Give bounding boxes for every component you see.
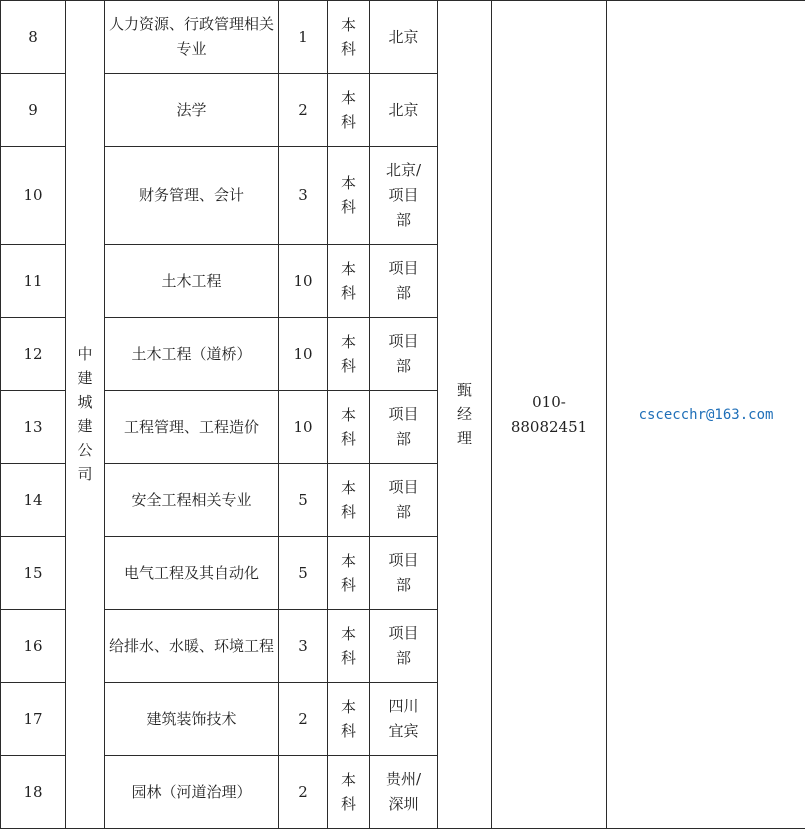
count-cell: 2 <box>279 683 328 756</box>
table-row <box>1 1 805 74</box>
row-number: 10 <box>1 147 66 245</box>
major-cell: 建筑装饰技术 <box>105 683 279 756</box>
contact-cell <box>438 1 492 829</box>
major-cell: 土木工程（道桥） <box>105 318 279 391</box>
location-text: 北京/项目部 <box>386 158 422 233</box>
degree-text: 本科 <box>340 622 358 670</box>
location-cell <box>370 756 438 829</box>
row-number: 11 <box>1 245 66 318</box>
row-number: 18 <box>1 756 66 829</box>
location-text: 项目部 <box>386 621 422 671</box>
degree-text: 本科 <box>340 86 358 134</box>
location-text: 四川宜宾 <box>386 694 422 744</box>
count-cell: 10 <box>279 391 328 464</box>
row-number: 8 <box>1 1 66 74</box>
count-cell: 5 <box>279 464 328 537</box>
row-number: 17 <box>1 683 66 756</box>
count-cell: 2 <box>279 756 328 829</box>
degree-cell <box>328 756 370 829</box>
degree-cell <box>328 610 370 683</box>
location-cell <box>370 537 438 610</box>
degree-cell <box>328 245 370 318</box>
degree-cell <box>328 683 370 756</box>
count-cell: 10 <box>279 245 328 318</box>
table-body <box>1 1 805 829</box>
location-cell <box>370 464 438 537</box>
location-text: 项目部 <box>386 548 422 598</box>
location-text: 项目部 <box>386 402 422 452</box>
phone-cell <box>492 1 607 829</box>
row-number: 13 <box>1 391 66 464</box>
location-cell <box>370 391 438 464</box>
phone-line-2: 88082451 <box>496 415 602 440</box>
location-cell <box>370 318 438 391</box>
degree-cell <box>328 74 370 147</box>
row-number: 16 <box>1 610 66 683</box>
major-cell: 安全工程相关专业 <box>105 464 279 537</box>
major-cell: 给排水、水暖、环境工程 <box>105 610 279 683</box>
degree-text: 本科 <box>340 403 358 451</box>
major-cell: 工程管理、工程造价 <box>105 391 279 464</box>
company-cell <box>66 1 105 829</box>
degree-text: 本科 <box>340 171 358 219</box>
degree-text: 本科 <box>340 695 358 743</box>
degree-text: 本科 <box>340 13 358 61</box>
major-cell: 土木工程 <box>105 245 279 318</box>
location-text: 北京 <box>386 25 422 50</box>
count-cell: 2 <box>279 74 328 147</box>
degree-text: 本科 <box>340 768 358 816</box>
degree-cell <box>328 318 370 391</box>
row-number: 15 <box>1 537 66 610</box>
location-text: 贵州/深圳 <box>386 767 422 817</box>
count-cell: 3 <box>279 610 328 683</box>
major-cell: 园林（河道治理） <box>105 756 279 829</box>
contact-person: 甄经理 <box>456 378 474 450</box>
location-text: 项目部 <box>386 329 422 379</box>
location-text: 项目部 <box>386 256 422 306</box>
major-cell: 人力资源、行政管理相关专业 <box>105 1 279 74</box>
location-cell <box>370 147 438 245</box>
degree-cell <box>328 1 370 74</box>
count-cell: 3 <box>279 147 328 245</box>
location-cell <box>370 74 438 147</box>
email-link[interactable]: cscecchr@163.com <box>639 407 774 423</box>
company-name: 中建城建公司 <box>76 342 94 486</box>
degree-text: 本科 <box>340 330 358 378</box>
major-cell: 法学 <box>105 74 279 147</box>
degree-text: 本科 <box>340 257 358 305</box>
major-cell: 财务管理、会计 <box>105 147 279 245</box>
email-cell <box>607 1 805 829</box>
degree-text: 本科 <box>340 549 358 597</box>
row-number: 12 <box>1 318 66 391</box>
location-text: 项目部 <box>386 475 422 525</box>
degree-cell <box>328 537 370 610</box>
row-number: 9 <box>1 74 66 147</box>
location-cell <box>370 1 438 74</box>
location-cell <box>370 245 438 318</box>
major-cell: 电气工程及其自动化 <box>105 537 279 610</box>
degree-cell <box>328 464 370 537</box>
count-cell: 1 <box>279 1 328 74</box>
count-cell: 5 <box>279 537 328 610</box>
degree-cell <box>328 147 370 245</box>
count-cell: 10 <box>279 318 328 391</box>
row-number: 14 <box>1 464 66 537</box>
location-cell <box>370 610 438 683</box>
location-cell <box>370 683 438 756</box>
degree-text: 本科 <box>340 476 358 524</box>
degree-cell <box>328 391 370 464</box>
phone-line-1: 010- <box>496 390 602 415</box>
location-text: 北京 <box>386 98 422 123</box>
